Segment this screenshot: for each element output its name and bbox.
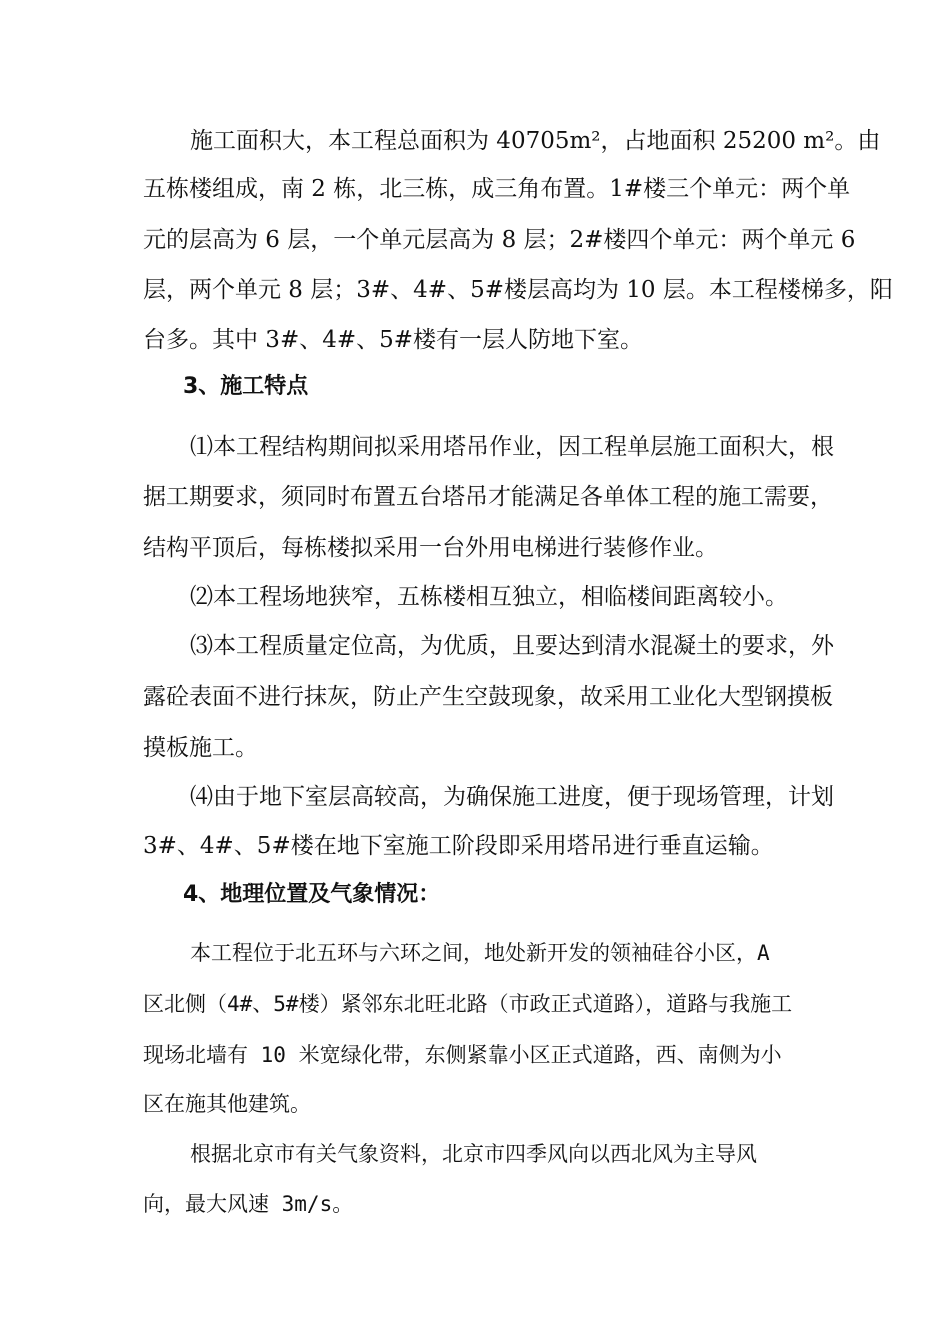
paragraph-line: 元的层高为 6 层，一个单元层高为 8 层；2#楼四个单元：两个单元 6 [143,227,856,253]
paragraph-line: 区北侧（4#、5#楼）紧邻东北旺北路（市政正式道路），道路与我施工 [143,992,793,1016]
section-heading: 4、地理位置及气象情况： [183,882,441,907]
section-heading: 3、施工特点 [183,374,309,399]
paragraph-line: 本工程位于北五环与六环之间，地处新开发的领袖硅谷小区，A [190,941,770,965]
list-item: 露砼表面不进行抹灰，防止产生空鼓现象，故采用工业化大型钢摸板 [143,684,833,710]
list-item: 3#、4#、5#楼在地下室施工阶段即采用塔吊进行垂直运输。 [143,833,774,859]
list-item: 结构平顶后，每栋楼拟采用一台外用电梯进行装修作业。 [143,535,718,561]
paragraph-line: 施工面积大，本工程总面积为 40705m²，占地面积 25200 m²。由 [190,128,881,154]
paragraph-line: 现场北墙有 10 米宽绿化带，东侧紧靠小区正式道路，西、南侧为小 [143,1043,782,1067]
list-item: ⑷由于地下室层高较高，为确保施工进度，便于现场管理，计划 [190,784,834,810]
list-item: ⑵本工程场地狭窄，五栋楼相互独立，相临楼间距离较小。 [190,584,788,610]
paragraph-line: 根据北京市有关气象资料，北京市四季风向以西北风为主导风 [190,1142,757,1166]
paragraph-line: 层，两个单元 8 层；3#、4#、5#楼层高均为 10 层。本工程楼梯多，阳 [143,277,893,303]
paragraph-line: 台多。其中 3#、4#、5#楼有一层人防地下室。 [143,327,644,353]
paragraph-line: 向，最大风速 3m/s。 [143,1192,354,1216]
list-item: 据工期要求，须同时布置五台塔吊才能满足各单体工程的施工需要， [143,484,833,510]
list-item: 摸板施工。 [143,735,258,761]
paragraph-line: 五栋楼组成，南 2 栋，北三栋，成三角布置。1#楼三个单元：两个单 [143,176,851,202]
paragraph-line: 区在施其他建筑。 [143,1092,311,1116]
list-item: ⑶本工程质量定位高，为优质，且要达到清水混凝土的要求，外 [190,633,834,659]
list-item: ⑴本工程结构期间拟采用塔吊作业，因工程单层施工面积大，根 [190,434,834,460]
